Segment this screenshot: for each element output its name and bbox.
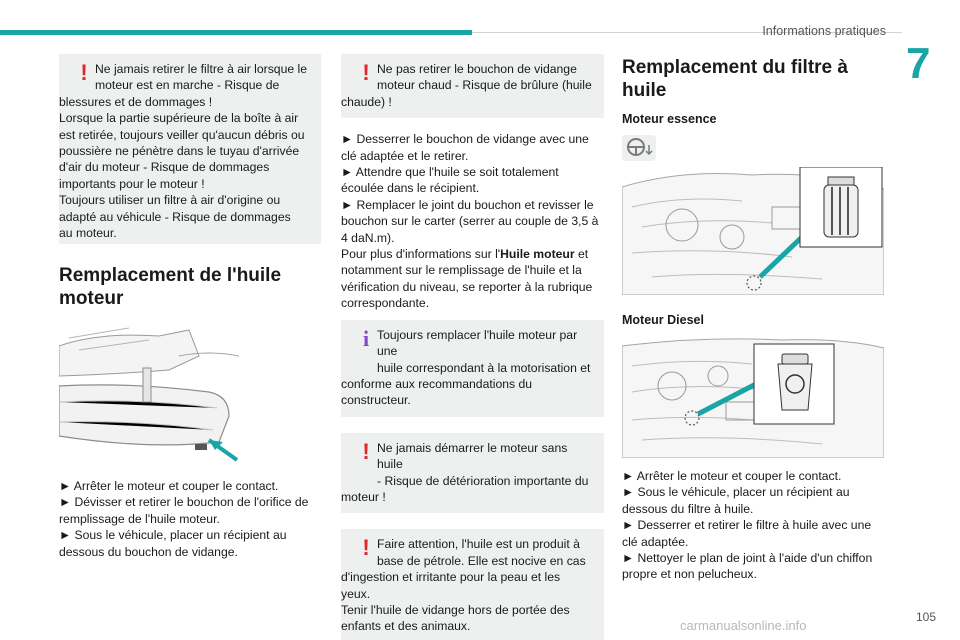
column-3 [622, 54, 884, 583]
step-line: ► Nettoyer le plan de joint à l'aide d'un chiffon [622, 551, 873, 566]
title-line: Remplacement du filtre à [622, 57, 848, 78]
diesel-engine-illustration [622, 336, 884, 458]
text-line: Toujours remplacer l'huile moteur par une [377, 327, 578, 359]
column-2 [341, 54, 604, 640]
text-line: Toujours utiliser un filtre à air d'origine ou [59, 193, 281, 208]
diesel-engine-label: Moteur Diesel [622, 313, 704, 327]
step-line: écoulée dans le récipient. [341, 181, 480, 196]
step-line: correspondante. [341, 296, 430, 311]
text-line: d'air du moteur - Risque de dommages [59, 160, 270, 175]
drain-plug-shape [195, 444, 207, 450]
warning-box-no-oil [341, 433, 604, 514]
warning-box-air-filter [59, 54, 321, 244]
step-line: 4 daN.m). [341, 230, 395, 245]
text-line: chaude) ! [341, 94, 392, 109]
step-line: remplissage de l'huile moteur. [59, 511, 220, 526]
petrol-engine-illustration [622, 167, 884, 295]
step-line: ► Dévisser et retirer le bouchon de l'orifice de [59, 495, 309, 510]
text-line: conforme aux recommandations du [341, 376, 533, 391]
chapter-number: 7 [906, 39, 931, 88]
top-accent-bar [0, 30, 472, 35]
step-line: dessous du bouchon de vidange. [59, 544, 238, 559]
text-line: Tenir l'huile de vidange hors de portée des [341, 602, 570, 617]
ref-text: Pour plus d'informations sur l' [341, 247, 501, 262]
info-box-oil-spec [341, 320, 604, 417]
step-line: notamment sur le remplissage de l'huile et la [341, 263, 582, 278]
step-line: ► Sous le véhicule, placer un récipient au [622, 485, 850, 500]
text-line: constructeur. [341, 393, 411, 408]
text-line: moteur chaud - Risque de brûlure (huile [377, 78, 592, 93]
warning-exclamation-icon: ! [362, 535, 370, 561]
text-line: moteur ! [341, 489, 386, 504]
text-line: huile correspondant à la motorisation et [377, 360, 591, 375]
step-line: clé adaptée. [622, 534, 689, 549]
step-line: ► Arrêter le moteur et couper le contact. [622, 469, 842, 483]
steps-col3 [622, 468, 884, 583]
text-line: Ne pas retirer le bouchon de vidange [377, 62, 577, 76]
steering-wheel-icon [622, 135, 656, 161]
text-line: blessures et de dommages ! [59, 94, 213, 109]
step-line: propre et non pelucheux. [622, 567, 757, 582]
text-line: au moteur. [59, 226, 117, 241]
text-line: est retirée, toujours veiller qu'aucun débris ou [59, 127, 305, 142]
step-line: ► Sous le véhicule, placer un récipient au [59, 528, 287, 543]
text-line: Ne jamais retirer le filtre à air lorsque le [95, 62, 308, 76]
steps-col1 [59, 478, 321, 560]
step-line: ► Attendre que l'huile se soit totalement [341, 165, 559, 180]
step-line: ► Arrêter le moteur et couper le contact. [59, 479, 279, 493]
warning-exclamation-icon: ! [80, 60, 88, 85]
title-line: Remplacement de l'huile [59, 265, 282, 286]
text-line: - Risque de détérioration importante du [377, 473, 589, 488]
warning-exclamation-icon: ! [362, 60, 370, 85]
drain-plug-illustration [59, 326, 249, 466]
text-line: moteur est en marche - Risque de [95, 78, 280, 93]
warning-exclamation-icon: ! [362, 438, 370, 464]
step-line: ► Desserrer et retirer le filtre à huile avec une [622, 518, 872, 533]
step-line: bouchon sur le carter (serrer au couple de 3,5 à [341, 214, 599, 229]
step-line: clé adaptée et le retirer. [341, 148, 469, 163]
reference-line [341, 246, 604, 262]
steps-col2 [341, 131, 604, 311]
text-line: Faire attention, l'huile est un produit à [377, 537, 580, 552]
watermark: carmanualsonline.info [680, 618, 807, 633]
info-i-icon: i [362, 325, 370, 351]
title-line: moteur [59, 288, 124, 309]
running-head: Informations pratiques [762, 24, 886, 38]
title-line: huile [622, 80, 667, 101]
ref-text: et [574, 247, 589, 262]
text-line: Ne jamais démarrer le moteur sans huile [377, 440, 568, 472]
section-title-oil-change [59, 264, 321, 310]
text-line: importants pour le moteur ! [59, 176, 205, 191]
text-line: enfants et des animaux. [341, 619, 471, 634]
text-line: adapté au véhicule - Risque de dommages [59, 209, 291, 224]
column-1 [59, 54, 321, 560]
step-line: vérification du niveau, se reporter à la rubrique [341, 279, 593, 294]
text-line: yeux. [341, 586, 371, 601]
warning-box-hot-oil [341, 54, 604, 118]
page-number: 105 [915, 610, 936, 624]
text-line: Lorsque la partie supérieure de la boîte à air [59, 111, 299, 126]
step-line: ► Remplacer le joint du bouchon et revisser le [341, 197, 594, 212]
step-line: dessous du filtre à huile. [622, 501, 754, 516]
text-line: base de pétrole. Elle est nocive en cas [377, 553, 586, 568]
text-line: poussière ne pénètre dans le tuyau d'arrivée [59, 144, 300, 159]
text-line: d'ingestion et irritante pour la peau et les [341, 570, 561, 585]
section-title-oil-filter [622, 56, 884, 102]
ref-link-text: Huile moteur [500, 247, 575, 262]
petrol-engine-label: Moteur essence [622, 112, 717, 126]
step-line: ► Desserrer le bouchon de vidange avec une [341, 132, 589, 147]
warning-box-toxic-oil [341, 529, 604, 640]
